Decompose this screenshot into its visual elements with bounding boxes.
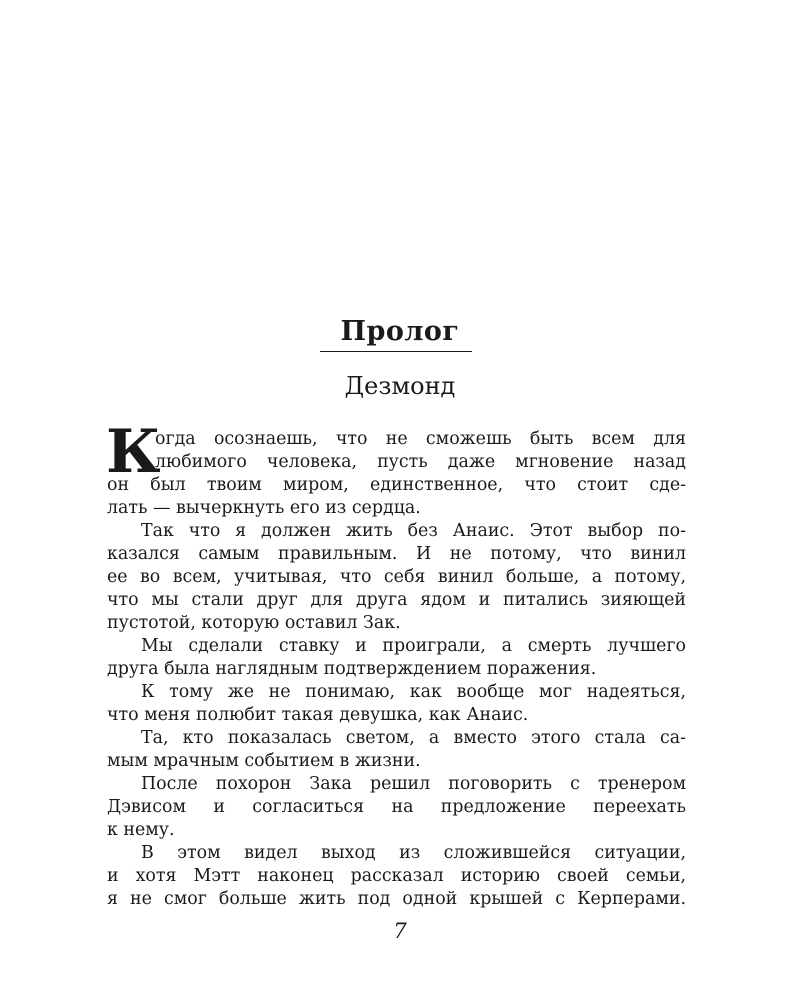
- drop-cap: К: [106, 417, 161, 487]
- text-line: В этом видел выход из сложившейся ситуации,: [141, 843, 686, 863]
- text-line: Дэвисом и согласиться на предложение переехать: [107, 797, 686, 817]
- page-number: 7: [393, 919, 407, 943]
- text-line: Мы сделали ставку и проиграли, а смерть лучшего: [141, 636, 686, 656]
- text-line: пустотой, которую оставил Зак.: [107, 613, 401, 633]
- body-text: [106, 417, 686, 911]
- text-line: что меня полюбит такая девушка, как Анаис.: [107, 705, 529, 725]
- text-line: он был твоим миром, единственное, что стоит сде-: [107, 475, 686, 495]
- text-line: ее во всем, учитывая, что себя винил больше, а потому,: [107, 567, 686, 587]
- text-line: я не смог больше жить под одной крышей с Керперами.: [107, 889, 686, 909]
- text-line: что мы стали друг для друга ядом и питались зияющей: [107, 590, 686, 610]
- text-line: огда осознаешь, что не сможешь быть всем для: [155, 429, 686, 449]
- text-line: к нему.: [107, 820, 175, 840]
- text-line: друга была наглядным подтверждением поражения.: [107, 659, 597, 679]
- text-line: После похорон Зака решил поговорить с тренером: [141, 774, 686, 794]
- text-line: лать — вычеркнуть его из сердца.: [107, 498, 421, 518]
- title-underline: [320, 351, 472, 352]
- text-line: К тому же не понимаю, как вообще мог надеяться,: [141, 682, 686, 702]
- text-line: Так что я должен жить без Анаис. Этот выбор по-: [141, 521, 686, 541]
- text-line: Та, кто показалась светом, а вместо этого стала са-: [141, 728, 686, 748]
- chapter-title: Пролог: [340, 316, 460, 347]
- text-line: мым мрачным событием в жизни.: [107, 751, 421, 771]
- text-line: и хотя Мэтт наконец рассказал историю своей семьи,: [107, 866, 686, 886]
- text-line: любимого человека, пусть даже мгновение назад: [155, 452, 686, 472]
- chapter-subtitle: Дезмонд: [344, 372, 456, 400]
- text-line: казался самым правильным. И не потому, что винил: [107, 544, 686, 564]
